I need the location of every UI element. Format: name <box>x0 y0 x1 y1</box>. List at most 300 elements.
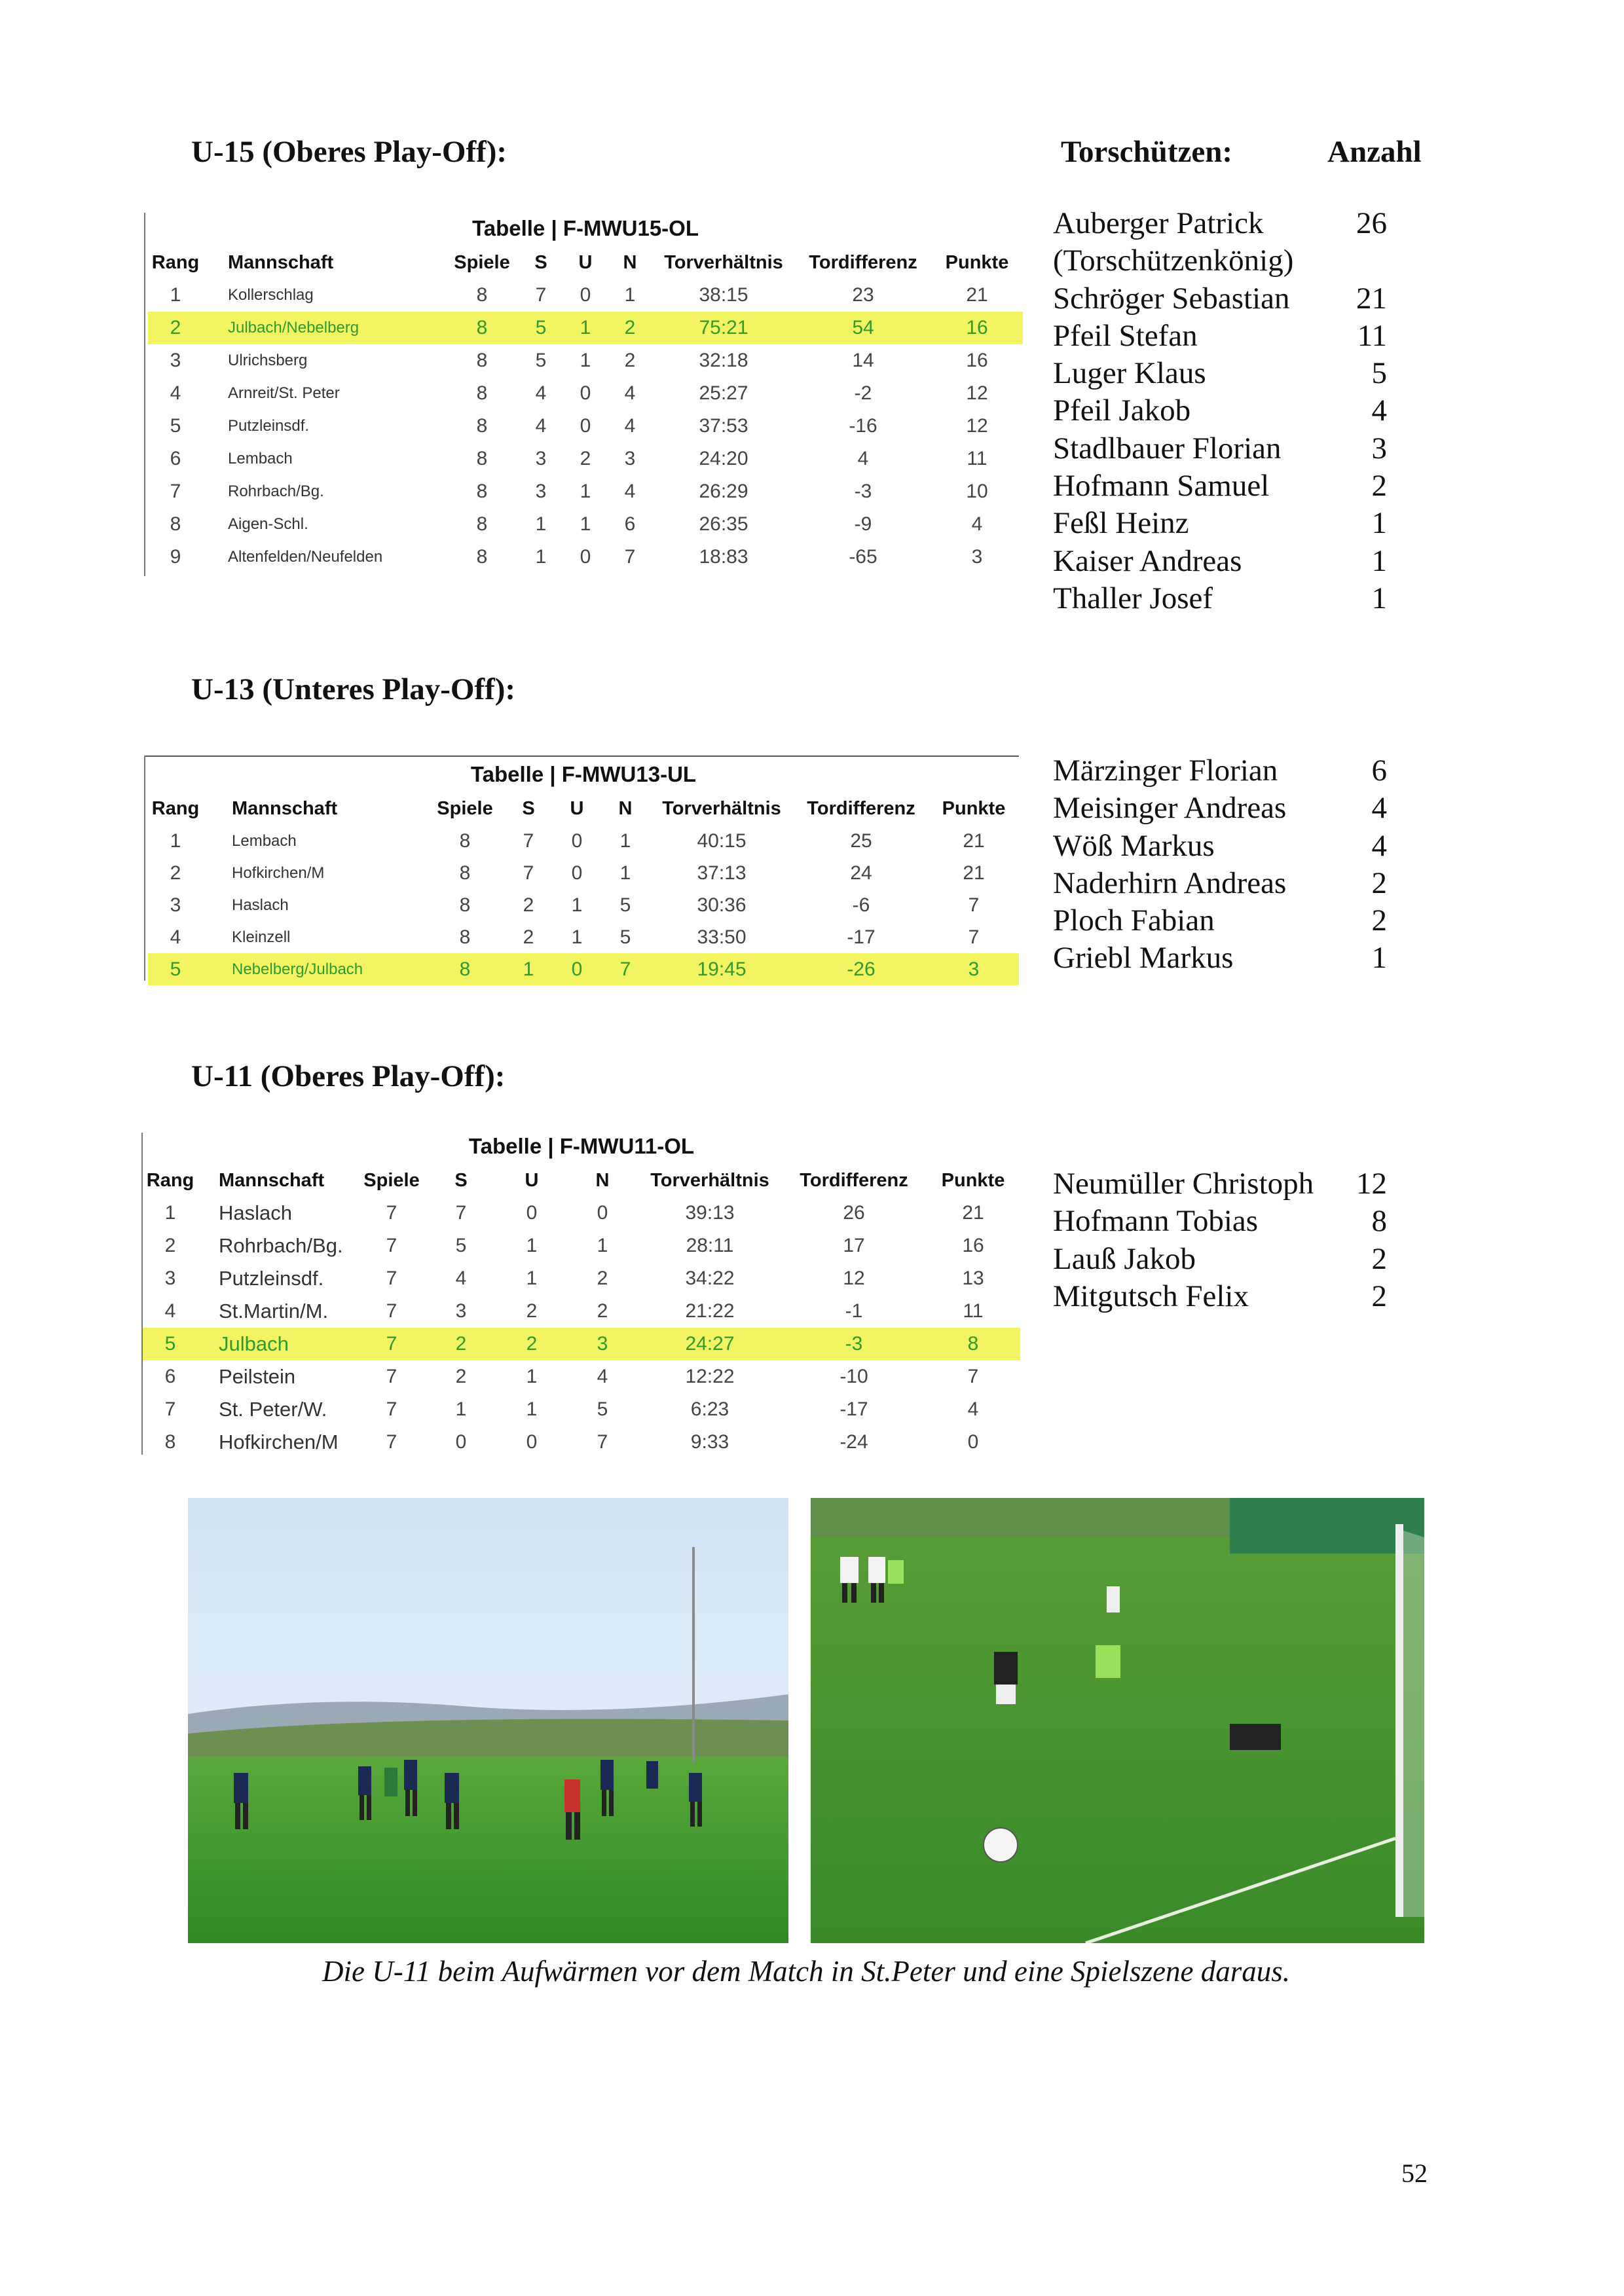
stat-cell: 1 <box>455 1398 467 1420</box>
stat-cell: 5 <box>619 894 631 916</box>
scorer-name: Hofmann Samuel <box>1053 469 1270 503</box>
stat-cell: 1 <box>597 1235 608 1256</box>
rank-cell: 5 <box>148 953 203 985</box>
rank-cell: 1 <box>170 284 181 306</box>
stat-cell: 0 <box>526 1431 538 1453</box>
rank-cell: 6 <box>164 1366 176 1387</box>
rank-cell: 6 <box>170 448 181 469</box>
stat-cell: 21 <box>963 862 985 884</box>
stat-cell: 1 <box>526 1398 538 1420</box>
col-tordifferenz: Tordifferenz <box>809 251 917 273</box>
team-cell: Putzleinsdf. <box>219 1267 324 1290</box>
col-punkte: Punkte <box>945 251 1009 273</box>
stat-cell: 4 <box>535 415 547 437</box>
stat-cell: -1 <box>845 1300 863 1322</box>
stat-cell: 34:22 <box>685 1267 735 1289</box>
stat-cell: 0 <box>571 862 583 884</box>
col-mannschaft: Mannschaft <box>232 797 338 819</box>
scorer-goals: 4 <box>1371 828 1387 863</box>
scorer-name: Schröger Sebastian <box>1053 281 1290 316</box>
table-row <box>143 1295 1020 1328</box>
stat-cell: 7 <box>386 1431 397 1453</box>
stat-cell: 5 <box>535 350 547 371</box>
stat-cell: 2 <box>496 1328 567 1360</box>
col-torverhaeltnis: Torverhältnis <box>662 797 781 819</box>
stat-cell: 1 <box>563 312 608 344</box>
scorer-goals: 2 <box>1371 866 1387 900</box>
col-n: N <box>623 251 637 273</box>
stat-cell: 8 <box>926 1328 1020 1360</box>
stat-cell: 0 <box>597 1202 608 1224</box>
team-cell: Julbach <box>198 1328 358 1360</box>
u13-table <box>148 762 1019 985</box>
table-row <box>148 312 1023 344</box>
stat-cell: 3 <box>567 1328 638 1360</box>
scorer-row <box>1053 543 1387 580</box>
stat-cell: 23 <box>852 284 874 306</box>
stat-cell: 12 <box>966 382 988 404</box>
scorer-goals: 2 <box>1371 1279 1387 1313</box>
stat-cell: 0 <box>571 829 583 852</box>
table-row <box>148 344 1023 377</box>
scorer-goals: 4 <box>1371 791 1387 826</box>
stat-cell: 8 <box>476 448 488 469</box>
table-row <box>148 475 1023 508</box>
scorer-goals: 4 <box>1371 393 1387 428</box>
stat-cell: 7 <box>601 953 650 985</box>
rank-cell: 8 <box>170 513 181 535</box>
stat-cell: 3 <box>929 953 1019 985</box>
stat-cell: 7 <box>386 1366 397 1387</box>
scorer-row <box>1053 1241 1387 1278</box>
table-row <box>148 279 1023 312</box>
stat-cell: 21:22 <box>685 1300 735 1322</box>
scorer-row <box>1053 430 1387 467</box>
rank-cell: 8 <box>164 1431 176 1453</box>
stat-cell: 8 <box>476 415 488 437</box>
stat-cell: 1 <box>571 926 583 948</box>
stat-cell: 6:23 <box>690 1398 729 1420</box>
table-row <box>143 1426 1020 1459</box>
scorer-name: Griebl Markus <box>1053 941 1234 975</box>
stat-cell: 11 <box>963 1300 984 1322</box>
scorer-name: Hofmann Tobias <box>1053 1204 1259 1239</box>
scorer-name: Meisinger Andreas <box>1053 791 1287 826</box>
rank-cell: 4 <box>164 1300 176 1322</box>
stat-cell: 24:27 <box>638 1328 782 1360</box>
scorer-name: Stadlbauer Florian <box>1053 431 1282 465</box>
scorer-goals: 21 <box>1356 281 1387 316</box>
team-cell: Julbach/Nebelberg <box>203 312 445 344</box>
stat-cell: -17 <box>847 926 876 948</box>
stat-cell: -10 <box>840 1366 868 1387</box>
scorer-name: Pfeil Stefan <box>1053 318 1198 353</box>
stat-cell: 7 <box>597 1431 608 1453</box>
stat-cell: 13 <box>962 1267 984 1289</box>
table-row <box>148 410 1023 443</box>
col-s: S <box>534 251 547 273</box>
table-title: Tabelle | F-MWU13-UL <box>470 762 697 786</box>
stat-cell: 4 <box>857 448 869 469</box>
scorer-name: Neumüller Christoph <box>1053 1167 1314 1201</box>
scorer-name: (Torschützenkönig) <box>1053 244 1294 278</box>
stat-cell: 7 <box>535 284 547 306</box>
stat-cell: 3 <box>535 481 547 502</box>
stat-cell: -65 <box>849 546 877 568</box>
col-punkte: Punkte <box>942 797 1006 819</box>
stat-cell: 8 <box>426 953 504 985</box>
stat-cell: 28:11 <box>686 1235 734 1256</box>
scorer-goals: 5 <box>1371 356 1387 391</box>
stat-cell: 2 <box>426 1328 496 1360</box>
stat-cell: 7 <box>386 1300 397 1322</box>
u11-scorers-list <box>1053 1165 1387 1315</box>
table-row <box>143 1328 1020 1360</box>
stat-cell: 8 <box>445 312 519 344</box>
table-row <box>148 541 1023 574</box>
photo-match-scene <box>811 1498 1424 1943</box>
scorer-goals: 2 <box>1371 1241 1387 1276</box>
scorer-goals: 3 <box>1371 431 1387 465</box>
stat-cell: 21 <box>963 829 985 852</box>
scorer-row <box>1053 752 1387 790</box>
stat-cell: 8 <box>476 382 488 404</box>
rank-cell: 3 <box>170 350 181 371</box>
table-title: Tabelle | F-MWU15-OL <box>472 216 699 240</box>
scorer-row <box>1053 205 1387 242</box>
stat-cell: 25 <box>850 829 872 852</box>
rank-cell: 5 <box>170 415 181 437</box>
league-table <box>148 246 1023 574</box>
scorer-row <box>1053 242 1387 280</box>
stat-cell: 1 <box>619 829 631 852</box>
stat-cell: 5 <box>619 926 631 948</box>
scorer-goals: 11 <box>1357 318 1387 353</box>
scorer-row <box>1053 280 1387 318</box>
u11-table <box>143 1134 1020 1461</box>
stat-cell: 75:21 <box>652 312 795 344</box>
rank-cell: 5 <box>143 1328 198 1360</box>
team-cell: Ulrichsberg <box>228 352 308 369</box>
stat-cell: 9:33 <box>690 1431 729 1453</box>
stat-cell: -16 <box>849 415 877 437</box>
stat-cell: 18:83 <box>699 546 748 568</box>
stat-cell: 2 <box>526 1300 538 1322</box>
stat-cell: 1 <box>535 513 547 535</box>
scorer-goals: 2 <box>1371 469 1387 503</box>
col-n: N <box>618 797 633 819</box>
stat-cell: 26 <box>843 1202 865 1224</box>
scorer-name: Luger Klaus <box>1053 356 1206 391</box>
scorer-name: Wöß Markus <box>1053 828 1215 863</box>
stat-cell: 1 <box>526 1235 538 1256</box>
stat-cell: 5 <box>519 312 563 344</box>
stat-cell: 1 <box>535 546 547 568</box>
stat-cell: 2 <box>523 894 534 916</box>
scorer-name: Thaller Josef <box>1053 581 1213 615</box>
stat-cell: 24 <box>850 862 872 884</box>
stat-cell: 10 <box>966 481 988 502</box>
col-mannschaft: Mannschaft <box>228 251 334 273</box>
stat-cell: 3 <box>455 1300 467 1322</box>
stat-cell: 16 <box>962 1235 984 1256</box>
rank-cell: 2 <box>164 1235 176 1256</box>
col-rang: Rang <box>151 251 200 273</box>
stat-cell: 7 <box>523 829 534 852</box>
stat-cell: 12 <box>966 415 988 437</box>
team-cell: Aigen-Schl. <box>228 515 308 533</box>
stat-cell: 3 <box>624 448 636 469</box>
stat-cell: 3 <box>971 546 983 568</box>
stat-cell: -2 <box>854 382 872 404</box>
scorer-name: Lauß Jakob <box>1053 1241 1196 1276</box>
scorer-goals: 12 <box>1356 1167 1387 1201</box>
stat-cell: 14 <box>852 350 874 371</box>
stat-cell: 37:13 <box>697 862 747 884</box>
table-row <box>143 1230 1020 1262</box>
rank-cell: 7 <box>170 481 181 502</box>
stat-cell: 1 <box>526 1267 538 1289</box>
col-punkte: Punkte <box>941 1169 1005 1191</box>
stat-cell: 32:18 <box>699 350 748 371</box>
scorers-heading: Torschützen: <box>1061 135 1232 169</box>
stat-cell: -26 <box>794 953 929 985</box>
col-u: U <box>525 1169 539 1191</box>
scorer-goals: 1 <box>1371 543 1387 578</box>
stat-cell: 7 <box>968 926 980 948</box>
stat-cell: 7 <box>386 1267 397 1289</box>
col-spiele: Spiele <box>437 797 493 819</box>
stat-cell: 7 <box>968 894 980 916</box>
scorer-name: Kaiser Andreas <box>1053 543 1242 578</box>
col-spiele: Spiele <box>454 251 510 273</box>
stat-cell: 1 <box>580 513 591 535</box>
table-row <box>148 921 1019 953</box>
rank-cell: 7 <box>164 1398 176 1420</box>
col-torverhaeltnis: Torverhältnis <box>664 251 783 273</box>
rank-cell: 1 <box>164 1202 176 1224</box>
scorer-goals: 1 <box>1371 581 1387 615</box>
scorer-name: Naderhirn Andreas <box>1053 866 1287 900</box>
stat-cell: 6 <box>624 513 636 535</box>
table-row <box>148 953 1019 985</box>
scorer-row <box>1053 505 1387 542</box>
stat-cell: 0 <box>967 1431 979 1453</box>
stat-cell: 25:27 <box>699 382 748 404</box>
stat-cell: 0 <box>580 546 591 568</box>
stat-cell: 38:15 <box>699 284 748 306</box>
stat-cell: 2 <box>597 1267 608 1289</box>
rank-cell: 1 <box>170 829 181 852</box>
col-spiele: Spiele <box>363 1169 420 1191</box>
table-row <box>143 1393 1020 1426</box>
team-cell: Lembach <box>228 450 293 467</box>
scorer-name: Mitgutsch Felix <box>1053 1279 1249 1313</box>
stat-cell: 21 <box>962 1202 984 1224</box>
table-row <box>148 857 1019 889</box>
stat-cell: 30:36 <box>697 894 747 916</box>
team-cell: Altenfelden/Neufelden <box>228 548 383 566</box>
stat-cell: 0 <box>580 415 591 437</box>
league-table <box>148 792 1019 985</box>
stat-cell: 2 <box>597 1300 608 1322</box>
stat-cell: 21 <box>966 284 988 306</box>
rank-cell: 9 <box>170 546 181 568</box>
stat-cell: 8 <box>476 481 488 502</box>
photo-caption: Die U-11 beim Aufwärmen vor dem Match in St.Peter und eine Spielszene daraus. <box>322 1955 1291 1988</box>
u15-scorers-list <box>1053 205 1387 617</box>
col-rang: Rang <box>151 797 200 819</box>
col-mannschaft: Mannschaft <box>219 1169 325 1191</box>
stat-cell: 0 <box>455 1431 467 1453</box>
scorer-row <box>1053 790 1387 827</box>
stat-cell: 16 <box>931 312 1023 344</box>
stat-cell: 4 <box>624 415 636 437</box>
stat-cell: -9 <box>854 513 872 535</box>
stat-cell: 33:50 <box>697 926 747 948</box>
rank-cell: 3 <box>170 894 181 916</box>
table-row <box>148 377 1023 410</box>
stat-cell: 19:45 <box>650 953 794 985</box>
rank-cell: 3 <box>164 1267 176 1289</box>
stat-cell: 3 <box>535 448 547 469</box>
stat-cell: 7 <box>967 1366 979 1387</box>
team-cell: Nebelberg/Julbach <box>203 953 426 985</box>
scorer-name: Ploch Fabian <box>1053 903 1215 938</box>
stat-cell: 2 <box>580 448 591 469</box>
stat-cell: 5 <box>455 1235 467 1256</box>
stat-cell: 1 <box>580 481 591 502</box>
stat-cell: 8 <box>459 894 471 916</box>
stat-cell: 7 <box>624 546 636 568</box>
table-row <box>143 1360 1020 1393</box>
scorer-goals: 2 <box>1371 903 1387 938</box>
team-cell: Hofkirchen/M <box>232 864 325 882</box>
team-cell: Kleinzell <box>232 928 291 946</box>
stat-cell: 12 <box>843 1267 865 1289</box>
table-row <box>148 508 1023 541</box>
stat-cell: 1 <box>526 1366 538 1387</box>
stat-cell: 39:13 <box>685 1202 735 1224</box>
team-cell: Haslach <box>232 896 289 914</box>
col-tordifferenz: Tordifferenz <box>807 797 915 819</box>
scorer-name: Feßl Heinz <box>1053 506 1189 541</box>
col-u: U <box>570 797 584 819</box>
scorer-row <box>1053 828 1387 865</box>
team-cell: Putzleinsdf. <box>228 417 310 435</box>
stat-cell: 7 <box>386 1202 397 1224</box>
stat-cell: 1 <box>624 284 636 306</box>
u11-heading: U-11 (Oberes Play-Off): <box>191 1059 506 1093</box>
stat-cell: 1 <box>571 894 583 916</box>
page-number: 52 <box>1401 2159 1428 2188</box>
u15-table <box>148 216 1023 583</box>
stat-cell: 8 <box>476 284 488 306</box>
stat-cell: -3 <box>854 481 872 502</box>
scorer-goals: 6 <box>1371 754 1387 788</box>
scorer-row <box>1053 467 1387 505</box>
table-row <box>148 889 1019 921</box>
team-cell: Rohrbach/Bg. <box>219 1234 343 1257</box>
stat-cell: 26:35 <box>699 513 748 535</box>
scorer-row <box>1053 902 1387 939</box>
stat-cell: 8 <box>476 546 488 568</box>
u13-heading: U-13 (Unteres Play-Off): <box>191 672 516 706</box>
stat-cell: -6 <box>852 894 870 916</box>
stat-cell: 7 <box>386 1398 397 1420</box>
col-tordifferenz: Tordifferenz <box>800 1169 908 1191</box>
col-torverhaeltnis: Torverhältnis <box>650 1169 769 1191</box>
table-title: Tabelle | F-MWU11-OL <box>468 1134 695 1158</box>
team-cell: Kollerschlag <box>228 286 314 304</box>
stat-cell: 1 <box>580 350 591 371</box>
rank-cell: 4 <box>170 926 181 948</box>
scorer-row <box>1053 865 1387 902</box>
team-cell: Lembach <box>232 831 297 850</box>
stat-cell: 11 <box>967 448 987 469</box>
table-row <box>143 1262 1020 1295</box>
stat-cell: 7 <box>455 1202 467 1224</box>
stat-cell: 0 <box>526 1202 538 1224</box>
u13-scorers-list <box>1053 752 1387 977</box>
scorer-row <box>1053 392 1387 429</box>
stat-cell: 40:15 <box>697 829 747 852</box>
team-cell: St.Martin/M. <box>219 1300 329 1322</box>
stat-cell: 2 <box>624 350 636 371</box>
scorer-row <box>1053 1278 1387 1315</box>
rank-cell: 4 <box>170 382 181 404</box>
stat-cell: 12:22 <box>685 1366 735 1387</box>
team-cell: Hofkirchen/M <box>219 1430 339 1453</box>
scorers-count-heading: Anzahl <box>1327 135 1422 169</box>
stat-cell: 1 <box>619 862 631 884</box>
scorer-row <box>1053 1165 1387 1203</box>
table-row <box>148 825 1019 857</box>
team-cell: St. Peter/W. <box>219 1398 327 1421</box>
stat-cell: 4 <box>971 513 983 535</box>
stat-cell: 8 <box>459 926 471 948</box>
scorer-name: Pfeil Jakob <box>1053 393 1191 428</box>
stat-cell: -17 <box>840 1398 868 1420</box>
scorer-name: Auberger Patrick <box>1053 206 1264 240</box>
stat-cell: 8 <box>459 862 471 884</box>
stat-cell: 8 <box>476 350 488 371</box>
stat-cell: -3 <box>782 1328 926 1360</box>
team-cell: Peilstein <box>219 1365 296 1388</box>
col-rang: Rang <box>146 1169 194 1191</box>
stat-cell: 7 <box>358 1328 426 1360</box>
league-table <box>143 1164 1020 1459</box>
scorer-row <box>1053 580 1387 617</box>
scorer-goals: 1 <box>1371 506 1387 541</box>
stat-cell: 0 <box>553 953 601 985</box>
scorer-goals: 26 <box>1356 206 1387 240</box>
col-n: N <box>595 1169 610 1191</box>
scorer-row <box>1053 355 1387 392</box>
team-cell: Arnreit/St. Peter <box>228 384 340 402</box>
table-row <box>143 1197 1020 1230</box>
team-cell: Haslach <box>219 1201 292 1224</box>
stat-cell: 8 <box>459 829 471 852</box>
stat-cell: 0 <box>580 284 591 306</box>
rank-cell: 2 <box>148 312 203 344</box>
stat-cell: 2 <box>455 1366 467 1387</box>
scorer-row <box>1053 1203 1387 1240</box>
stat-cell: 4 <box>967 1398 979 1420</box>
team-cell: Rohrbach/Bg. <box>228 483 324 500</box>
stat-cell: 26:29 <box>699 481 748 502</box>
rank-cell: 2 <box>170 862 181 884</box>
